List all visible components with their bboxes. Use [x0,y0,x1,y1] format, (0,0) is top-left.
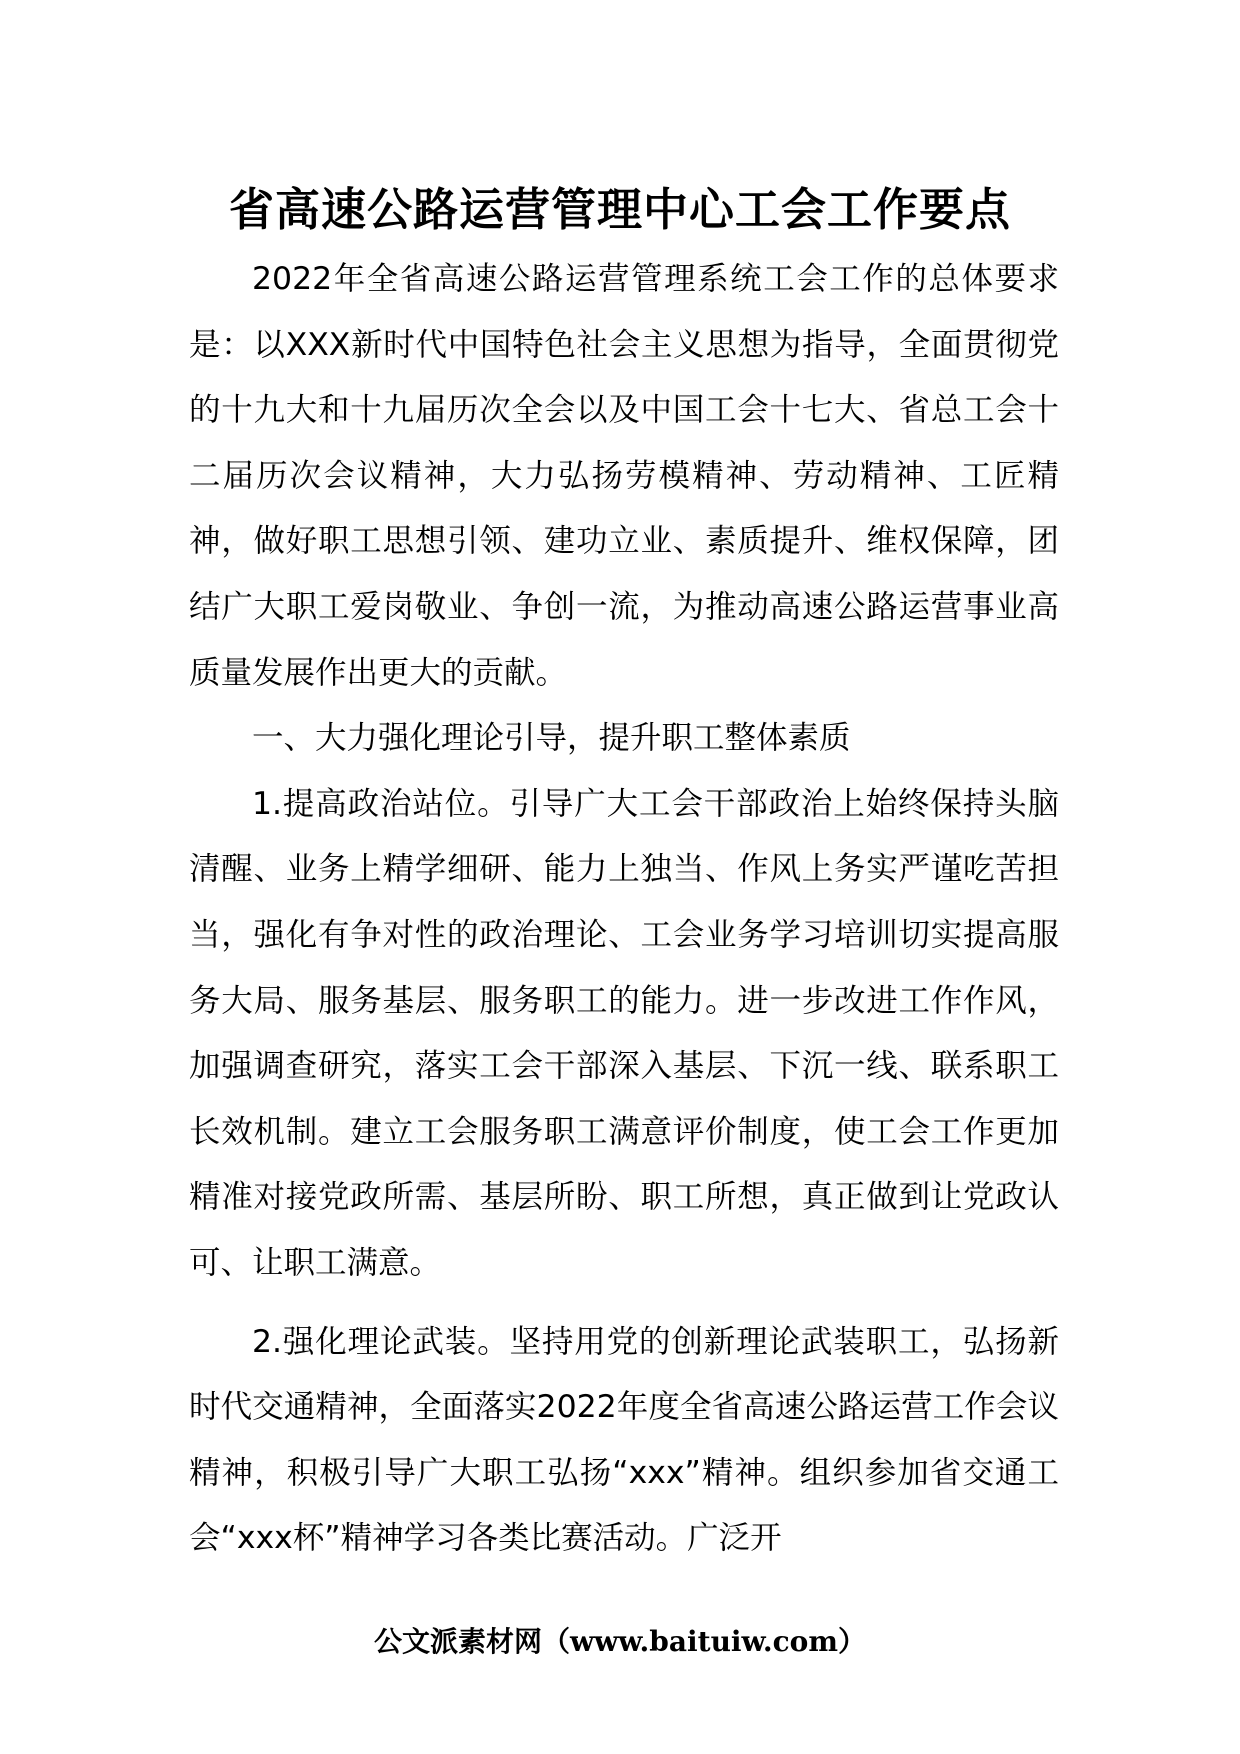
item-paragraph-1: 1.提高政治站位。引导广大工会干部政治上始终保持头脑清醒、业务上精学细研、能力上独当、作风上务实严谨吃苦担当，强化有争对性的政治理论、工会业务学习培训切实提高服务大局、服务基层、服务职工的能力。进一步改进工作作风，加强调查研究，落实工会干部深入基层、下沉一线、联系职工长效机制。建立工会服务职工满意评价制度，使工会工作更加精准对接党政所需、基层所盼、职工所想，真正做到让党政认可、让职工满意。 [189,785,1059,1281]
intro-paragraph: 2022年全省高速公路运营管理系统工会工作的总体要求是：以XXX新时代中国特色社会主义思想为指导，全面贯彻党的十九大和十九届历次全会以及中国工会十七大、省总工会十二届历次会议精神，大力弘扬劳模精神、劳动精神、工匠精神，做好职工思想引领、建功立业、素质提升、维权保障，团结广大职工爱岗敬业、争创一流，为推动高速公路运营事业高质量发展作出更大的贡献。 [189,261,1059,691]
item-paragraph-2: 2.强化理论武装。坚持用党的创新理论武装职工，弘扬新时代交通精神，全面落实2022年度全省高速公路运营工作会议精神，积极引导广大职工弘扬“xxx”精神。组织参加省交通工会“xxx杯”精神学习各类比赛活动。广泛开 [189,1323,1059,1557]
footer-watermark: 公文派素材网（www.baituiw.com） [374,1625,866,1658]
document-body [189,247,1059,1572]
document-title: 省高速公路运营管理中心工会工作要点 [228,183,1011,236]
section-heading-1: 一、大力强化理论引导，提升职工整体素质 [252,720,851,757]
